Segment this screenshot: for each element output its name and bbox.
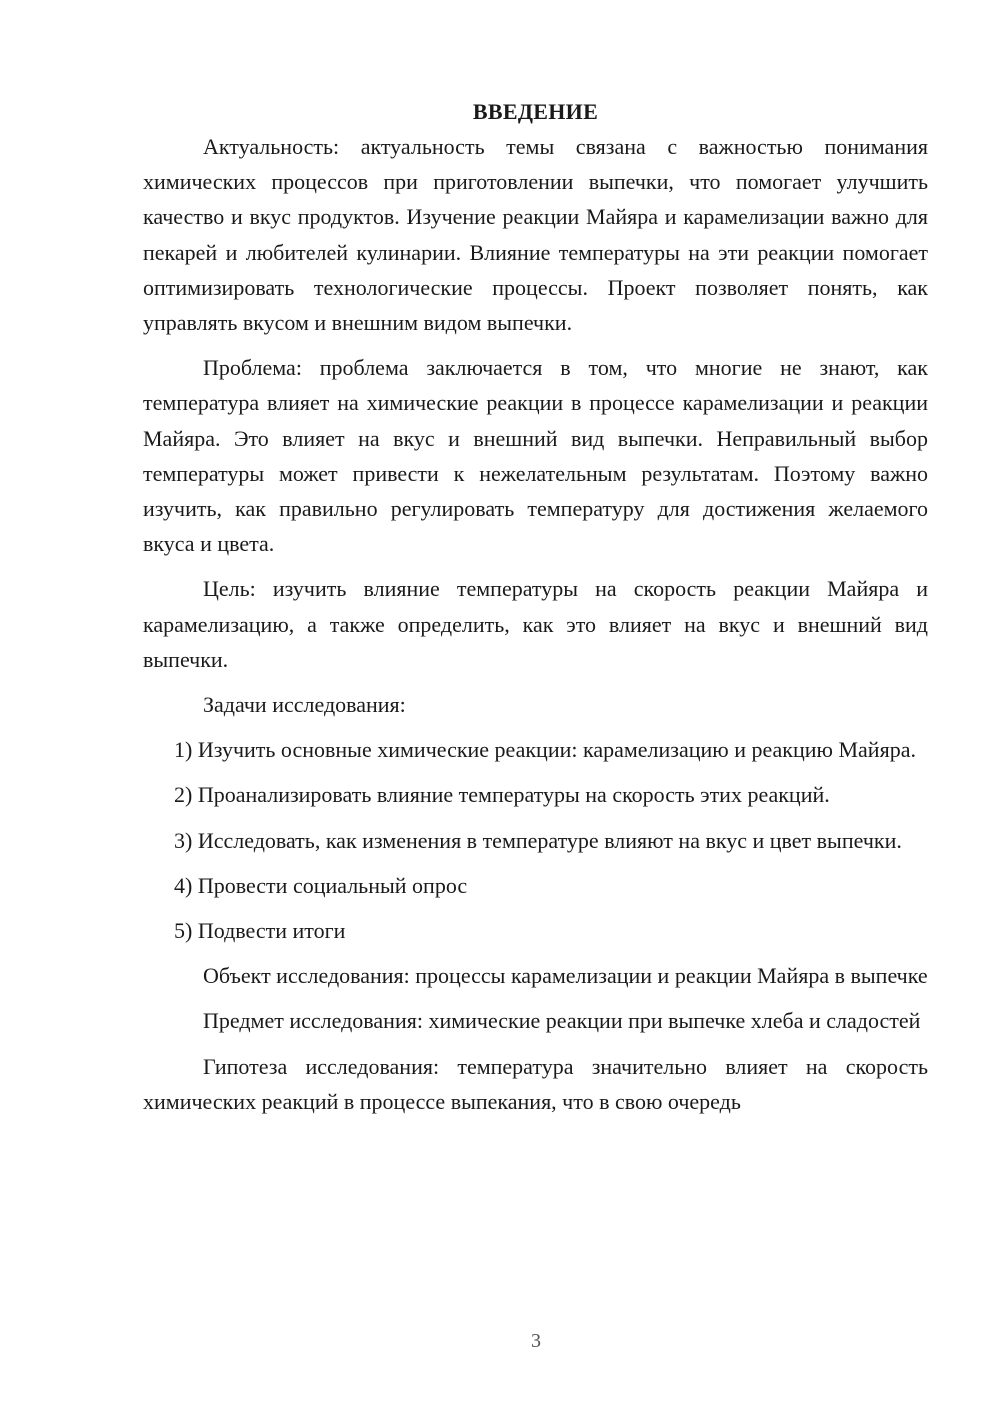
paragraph-hypothesis: Гипотеза исследования: температура значительно влияет на скорость химических реакций в процессе выпекания, что в свою очередь: [143, 1053, 928, 1114]
task-item-2: 2) Проанализировать влияние температуры на скорость этих реакций.: [174, 782, 830, 808]
paragraph-object: Объект исследования: процессы карамелизации и реакции Майяра в выпечке: [203, 963, 928, 989]
paragraph-subject: Предмет исследования: химические реакции при выпечке хлеба и сладостей: [203, 1008, 921, 1034]
task-item-4: 4) Провести социальный опрос: [174, 872, 468, 898]
task-item-5: 5) Подвести итоги: [174, 918, 346, 944]
task-item-1: 1) Изучить основные химические реакции: карамелизацию и реакцию Майяра.: [174, 737, 916, 763]
task-item-3: 3) Исследовать, как изменения в температуре влияют на вкус и цвет выпечки.: [174, 827, 902, 853]
paragraph-tasks-heading: Задачи исследования:: [203, 692, 406, 718]
page-number: 3: [531, 1330, 541, 1352]
document-page: [143, 94, 928, 1129]
paragraph-relevance: Актуальность: актуальность темы связана с важностью понимания химических процессов при приготовлении выпечки, что помогает улучшить качество и вкус продуктов. Изучение реакции Майяра и карамелизации важно для пекарей и любителей кулинарии. Влияние температуры на эти реакции помогает оптимизировать технологические процессы. Проект позволяет понять, как управлять вкусом и внешним видом выпечки.: [143, 134, 928, 336]
paragraph-goal: Цель: изучить влияние температуры на скорость реакции Майяра и карамелизацию, а также определить, как это влияет на вкус и внешний вид выпечки.: [143, 576, 928, 672]
paragraph-problem: Проблема: проблема заключается в том, что многие не знают, как температура влияет на химические реакции в процессе карамелизации и реакции Майяра. Это влияет на вкус и внешний вид выпечки. Неправильный выбор температуры может привести к нежелательным результатам. Поэтому важно изучить, как правильно регулировать температуру для достижения желаемого вкуса и цвета.: [143, 355, 928, 557]
section-title: ВВЕДЕНИЕ: [472, 99, 599, 124]
